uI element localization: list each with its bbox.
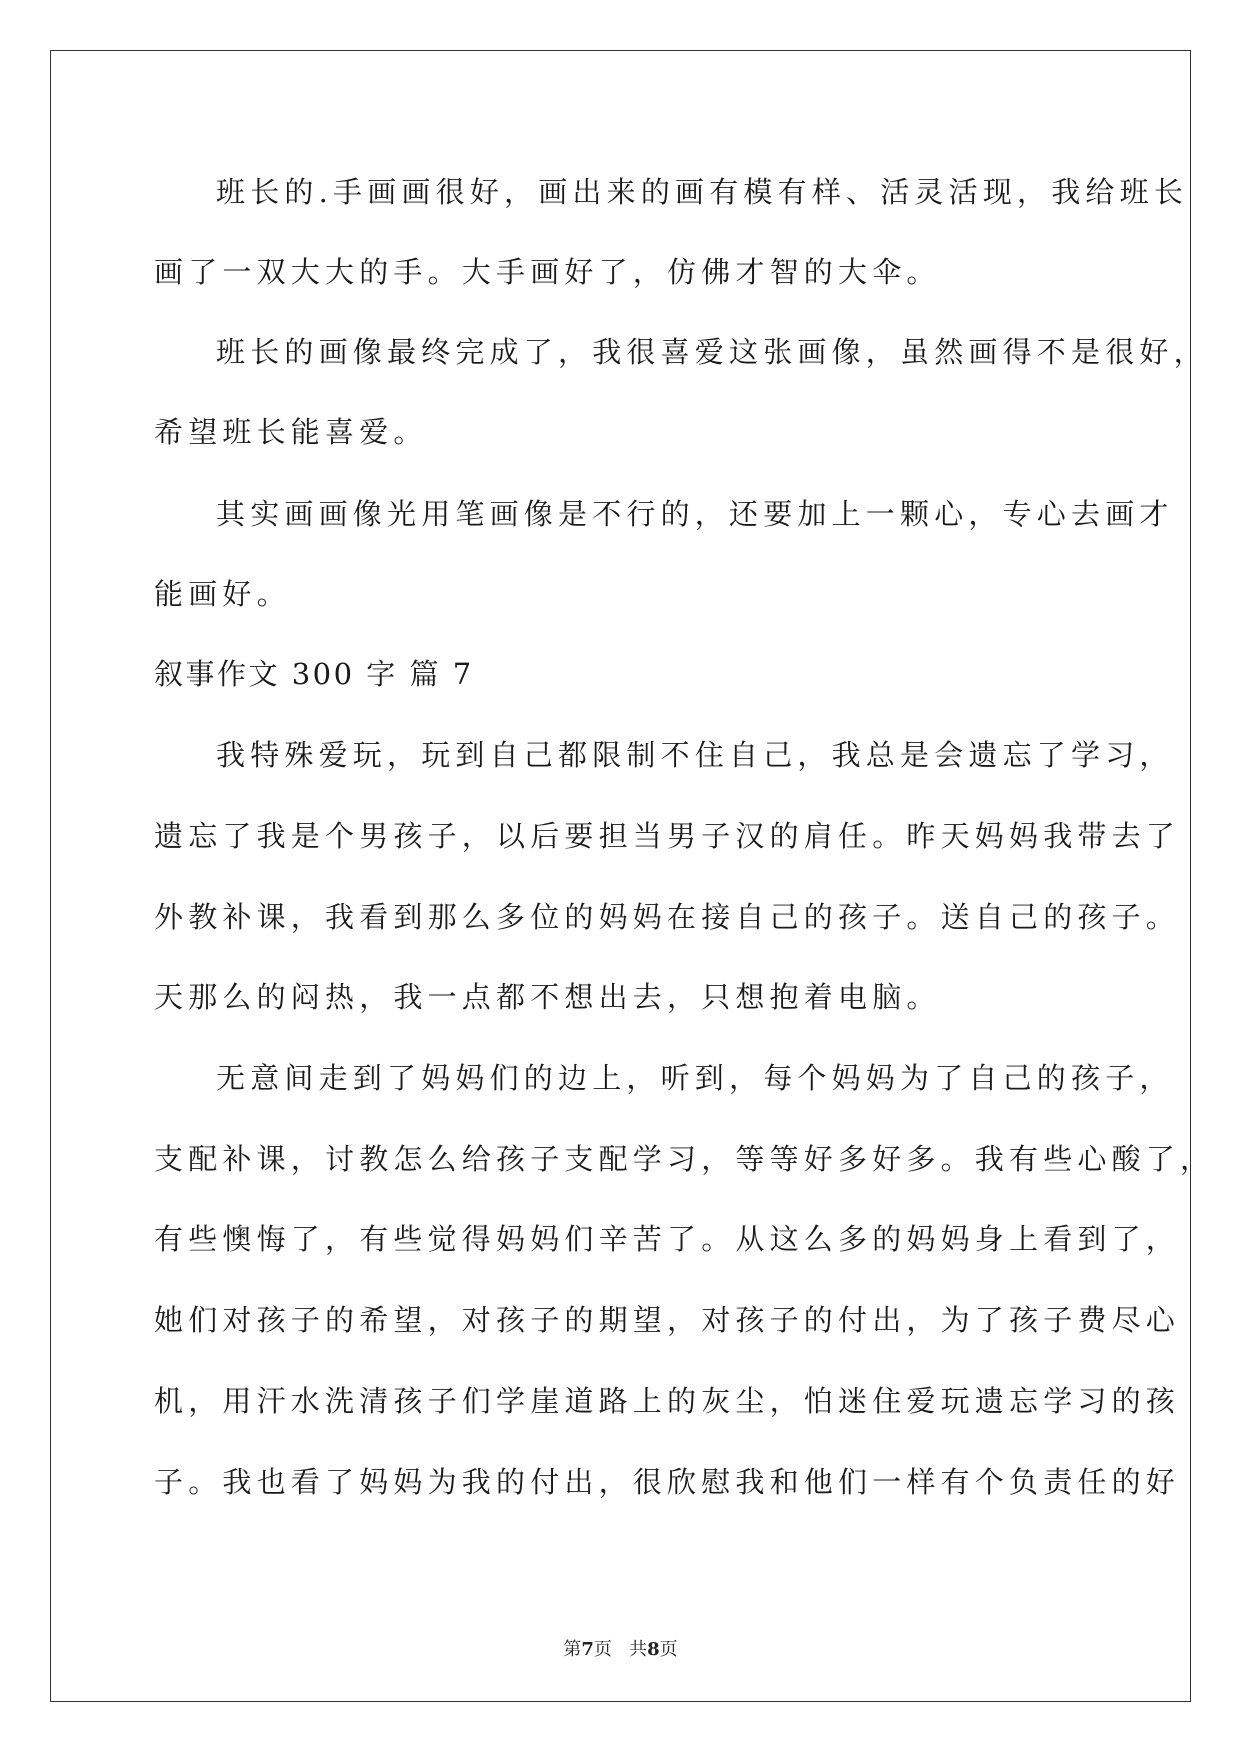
- text-line: 我特殊爱玩，玩到自己都限制不住自己，我总是会遗忘了学习，: [216, 738, 1174, 772]
- page-footer: [0, 1635, 1241, 1661]
- text-line: 有些懊悔了，有些觉得妈妈们辛苦了。从这么多的妈妈身上看到了，: [154, 1222, 1181, 1256]
- page-label-prefix: 第: [563, 1639, 582, 1660]
- text-line: 画了一双大大的手。大手画好了，仿佛才智的大伞。: [154, 255, 941, 289]
- total-pages: 8: [647, 1639, 660, 1660]
- section-heading: 叙事作文 300 字 篇 7: [154, 657, 474, 691]
- text-line: 遗忘了我是个男孩子，以后要担当男子汉的肩任。昨天妈妈我带去了: [154, 819, 1181, 853]
- page-border: [50, 50, 1191, 1702]
- text-line: 子。我也看了妈妈为我的付出，很欣慰我和他们一样有个负责任的好: [154, 1465, 1181, 1499]
- text-line: 支配补课，讨教怎么给孩子支配学习，等等好多好多。我有些心酸了，: [154, 1142, 1215, 1176]
- page-label-suffix: 页: [593, 1639, 612, 1660]
- total-label-prefix: 共: [629, 1639, 648, 1660]
- text-line: 班长的.手画画很好，画出来的画有模有样、活灵活现，我给班长: [216, 175, 1189, 209]
- text-line: 天那么的闷热，我一点都不想出去，只想抱着电脑。: [154, 980, 941, 1014]
- text-line: 希望班长能喜爱。: [154, 415, 428, 449]
- total-label-suffix: 页: [659, 1639, 678, 1660]
- text-line: 外教补课，我看到那么多位的妈妈在接自己的孩子。送自己的孩子。: [154, 900, 1181, 934]
- text-line: 能画好。: [154, 577, 291, 611]
- page-number: 7: [581, 1639, 594, 1660]
- text-line: 无意间走到了妈妈们的边上，听到，每个妈妈为了自己的孩子，: [216, 1061, 1174, 1095]
- text-line: 她们对孩子的希望，对孩子的期望，对孩子的付出，为了孩子费尽心: [154, 1303, 1181, 1337]
- text-line: 机，用汗水洗清孩子们学崖道路上的灰尘，怕迷住爱玩遗忘学习的孩: [154, 1384, 1181, 1418]
- text-line: 班长的画像最终完成了，我很喜爱这张画像，虽然画得不是很好，: [216, 335, 1208, 369]
- text-line: 其实画画像光用笔画像是不行的，还要加上一颗心，专心去画才: [216, 497, 1174, 531]
